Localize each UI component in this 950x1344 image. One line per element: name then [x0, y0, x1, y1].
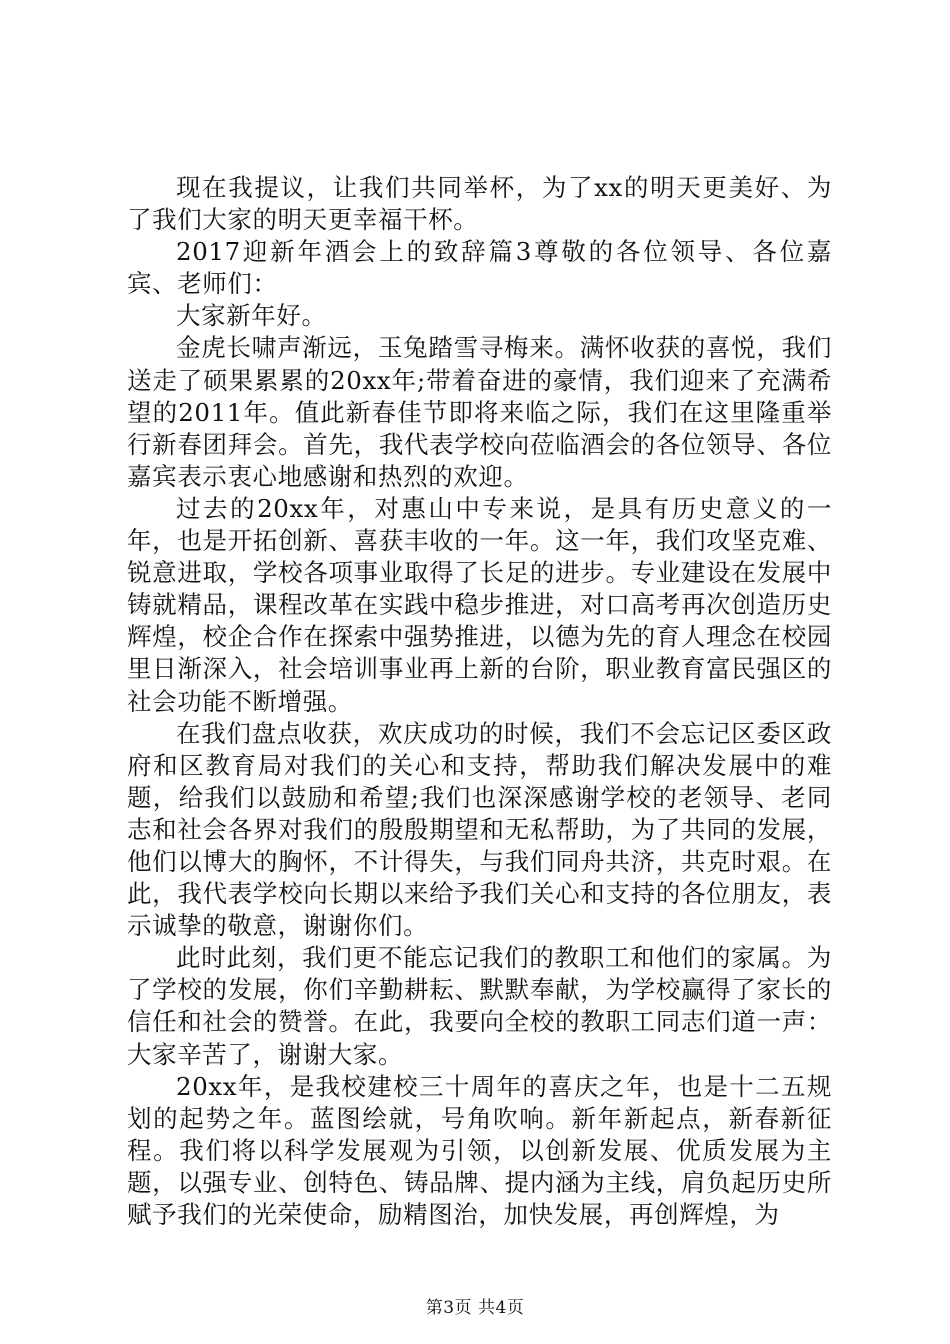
- document-body: [127, 172, 832, 1231]
- paragraph-future-plan: 20xx年，是我校建校三十周年的喜庆之年，也是十二五规划的起势之年。蓝图绘就，号角吹响。新年新起点，新春新征程。我们将以科学发展观为引领，以创新发展、优质发展为主题，以强专业、创特色、铸品牌、提内涵为主线，肩负起历史所赋予我们的光荣使命，励精图治，加快发展，再创辉煌，为: [127, 1071, 832, 1229]
- paragraph-gratitude-staff: 此时此刻，我们更不能忘记我们的教职工和他们的家属。为了学校的发展，你们辛勤耕耘、默默奉献，为学校赢得了家长的信任和社会的赞誉。在此，我要向全校的教职工同志们道一声：大家辛苦了，谢谢大家。: [127, 943, 832, 1069]
- paragraph-gratitude-supporters: 在我们盘点收获，欢庆成功的时候，我们不会忘记区委区政府和区教育局对我们的关心和支持，帮助我们解决发展中的难题，给我们以鼓励和希望;我们也深深感谢学校的老领导、老同志和社会各界对我们的殷殷期望和无私帮助，为了共同的发展，他们以博大的胸怀，不计得失，与我们同舟共济，共克时艰。在此，我代表学校向长期以来给予我们关心和支持的各位朋友，表示诚挚的敬意，谢谢你们。: [127, 718, 832, 941]
- paragraph-toast-proposal: 现在我提议，让我们共同举杯，为了xx的明天更美好、为了我们大家的明天更幸福干杯。: [127, 173, 832, 235]
- page-number-footer: 第3页 共4页: [425, 1298, 525, 1318]
- paragraph-past-year-review: 过去的20xx年，对惠山中专来说，是具有历史意义的一年，也是开拓创新、喜获丰收的一年。这一年，我们攻坚克难、锐意进取，学校各项事业取得了长足的进步。专业建设在发展中铸就精品，课程改革在实践中稳步推进，对口高考再次创造历史辉煌，校企合作在探索中强势推进，以德为先的育人理念在校园里日渐深入，社会培训事业再上新的台阶，职业教育富民强区的社会功能不断增强。: [127, 493, 832, 716]
- paragraph-new-year-welcome: 金虎长啸声渐远，玉兔踏雪寻梅来。满怀收获的喜悦，我们送走了硕果累累的20xx年;带着奋进的豪情，我们迎来了充满希望的2011年。值此新春佳节即将来临之际，我们在这里隆重举行新春团拜会。首先，我代表学校向莅临酒会的各位领导、各位嘉宾表示衷心地感谢和热烈的欢迎。: [127, 333, 832, 491]
- paragraph-speech-heading: 2017迎新年酒会上的致辞篇3尊敬的各位领导、各位嘉宾、老师们：: [127, 237, 832, 299]
- paragraph-greeting: 大家新年好。: [176, 301, 327, 331]
